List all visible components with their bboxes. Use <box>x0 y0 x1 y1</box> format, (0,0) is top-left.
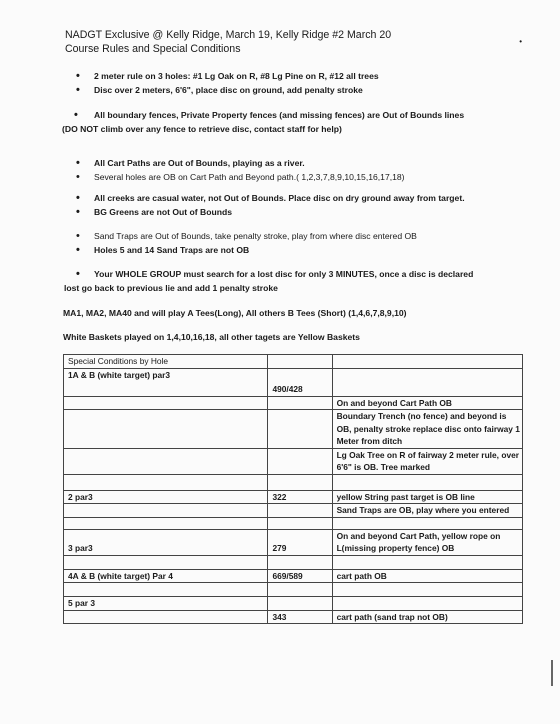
table-row <box>64 555 523 569</box>
rule-item: • All creeks are casual water, not Out of Bounds. Place disc on dry ground away from target. <box>64 192 534 206</box>
distance-cell: 279 <box>268 529 332 555</box>
rules-group-3 <box>64 157 534 184</box>
condition-cell: Boundary Trench (no fence) and beyond is OB, penalty stroke replace disc onto fairway 1 Meter from ditch <box>332 410 522 449</box>
table-row <box>64 448 523 474</box>
table-row <box>64 517 523 529</box>
event-title: NADGT Exclusive @ Kelly Ridge, March 19, Kelly Ridge #2 March 20 <box>65 29 392 41</box>
tee-note: MA1, MA2, MA40 and will play A Tees(Long), All others B Tees (Short) (1,4,6,7,8,9,10) <box>63 308 407 318</box>
table-row <box>64 569 523 583</box>
table-row <box>64 597 523 611</box>
table-row <box>64 504 523 518</box>
rule-continuation: (DO NOT climb over any fence to retrieve disc, contact staff for help) <box>62 123 342 134</box>
rule-item: • Disc over 2 meters, 6'6", place disc on ground, add penalty stroke <box>64 84 534 98</box>
table-row <box>64 529 523 555</box>
table-title-row <box>64 355 523 369</box>
rule-item: • Several holes are OB on Cart Path and Beyond path.( 1,2,3,7,8,9,10,15,16,17,18) <box>64 171 534 185</box>
condition-cell <box>332 368 522 396</box>
basket-note: White Baskets played on 1,4,10,16,18, all other tagets are Yellow Baskets <box>63 332 360 342</box>
table-row <box>64 490 523 504</box>
scan-edge-mark <box>551 660 556 686</box>
rule-item: • All Cart Paths are Out of Bounds, playing as a river. <box>64 157 534 171</box>
table-row <box>64 368 523 396</box>
scan-mark: • <box>519 37 522 46</box>
condition-cell: On and beyond Cart Path, yellow rope on L(missing property fence) OB <box>332 529 522 555</box>
hole-cell: 3 par3 <box>64 529 268 555</box>
rules-group-6 <box>64 268 534 295</box>
condition-cell: Sand Traps are OB, play where you entered <box>332 504 522 518</box>
document-header <box>65 28 391 56</box>
table-row <box>64 610 523 624</box>
rules-group-4 <box>64 192 534 219</box>
table-title: Special Conditions by Hole <box>64 355 268 369</box>
condition-cell: cart path OB <box>332 569 522 583</box>
rule-item: • 2 meter rule on 3 holes: #1 Lg Oak on R, #8 Lg Pine on R, #12 all trees <box>64 70 534 84</box>
rule-continuation: lost go back to previous lie and add 1 penalty stroke <box>64 282 278 293</box>
condition-cell: cart path (sand trap not OB) <box>332 610 522 624</box>
table-row <box>64 583 523 597</box>
rule-item: • Sand Traps are Out of Bounds, take penalty stroke, play from where disc entered OB <box>64 230 534 244</box>
hole-cell: 5 par 3 <box>64 597 268 611</box>
table-row <box>64 410 523 449</box>
rule-item: • BG Greens are not Out of Bounds <box>64 206 534 220</box>
table-row <box>64 474 523 490</box>
rules-group-2 <box>62 109 532 136</box>
distance-cell: 669/589 <box>268 569 332 583</box>
doc-subtitle: Course Rules and Special Conditions <box>65 43 241 55</box>
distance-cell: 322 <box>268 490 332 504</box>
special-conditions-table <box>63 354 523 624</box>
table-row <box>64 396 523 410</box>
distance-cell: 490/428 <box>268 368 332 396</box>
rule-item: • Holes 5 and 14 Sand Traps are not OB <box>64 244 534 258</box>
distance-cell: 343 <box>268 610 332 624</box>
hole-cell: 4A & B (white target) Par 4 <box>64 569 268 583</box>
rule-item: • Your WHOLE GROUP must search for a lost disc for only 3 MINUTES, once a disc is declared <box>64 268 534 282</box>
rule-item: • All boundary fences, Private Property fences (and missing fences) are Out of Bounds lines <box>62 109 532 123</box>
rules-group-5 <box>64 230 534 257</box>
condition-cell: yellow String past target is OB line <box>332 490 522 504</box>
condition-cell: On and beyond Cart Path OB <box>332 396 522 410</box>
rules-group-1 <box>64 70 534 97</box>
hole-cell: 2 par3 <box>64 490 268 504</box>
hole-cell: 1A & B (white target) par3 <box>64 368 268 396</box>
condition-cell: Lg Oak Tree on R of fairway 2 meter rule, over 6'6" is OB. Tree marked <box>332 448 522 474</box>
